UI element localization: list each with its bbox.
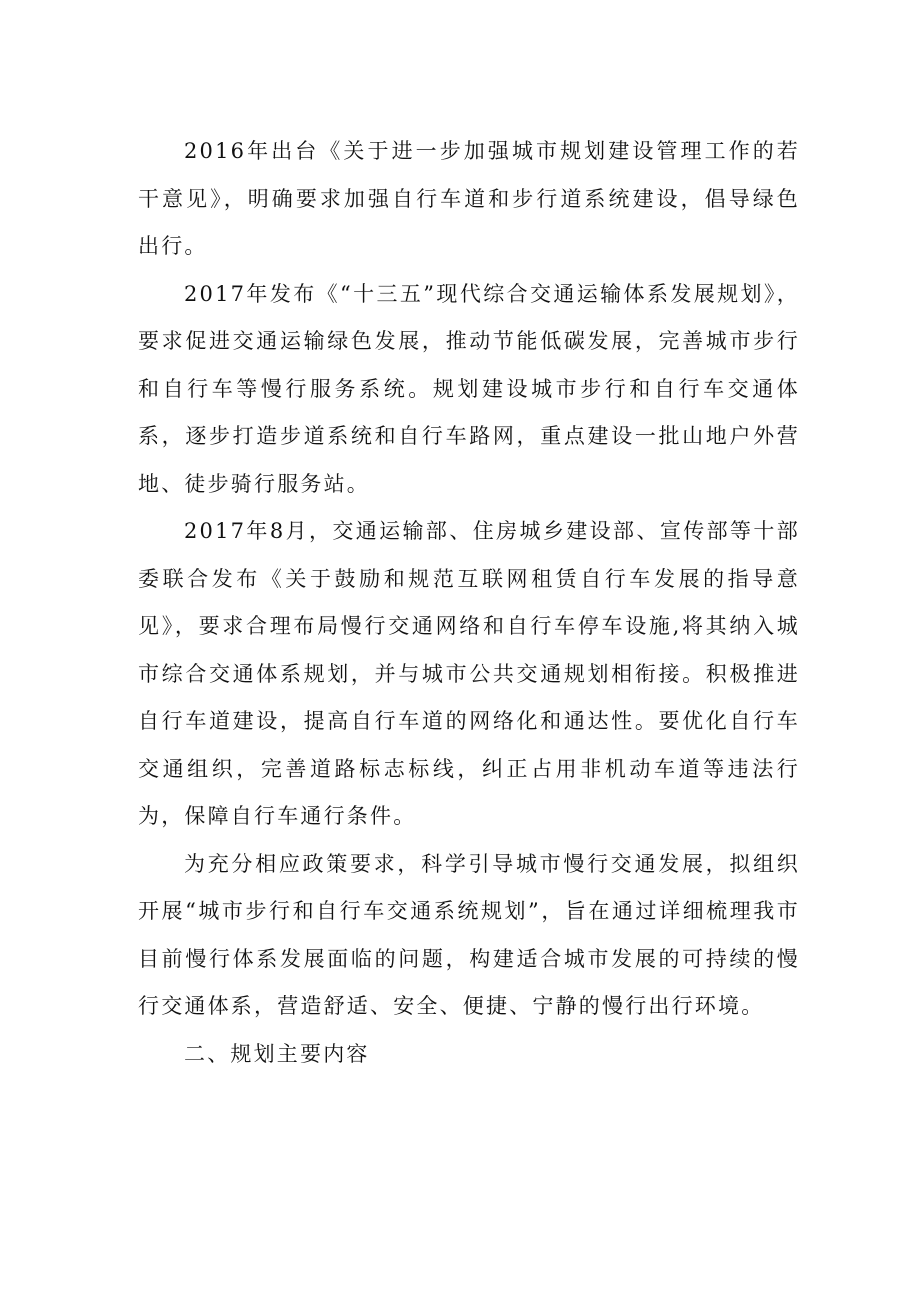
- paragraph-planning-purpose: 为充分相应政策要求，科学引导城市慢行交通发展，拟组织开展“城市步行和自行车交通系统规划”，旨在通过详细梳理我市目前慢行体系发展面临的问题，构建适合城市发展的可持续的慢行交通体系，营造舒适、安全、便捷、宁静的慢行出行环境。: [138, 851, 800, 1018]
- section-heading: 二、规划主要内容: [184, 1041, 370, 1066]
- paragraph-2016-opinions: 2016年出台《关于进一步加强城市规划建设管理工作的若干意见》，明确要求加强自行车道和步行道系统建设，倡导绿色出行。: [138, 139, 800, 258]
- paragraph-2017-bike-sharing-guidance: 2017年8月，交通运输部、住房城乡建设部、宣传部等十部委联合发布《关于鼓励和规范互联网租赁自行车发展的指导意见》，要求合理布局慢行交通网络和自行车停车设施,将其纳入城市综合交通体系规划，并与城市公共交通规划相衔接。积极推进自行车道建设，提高自行车道的网络化和通达性。要优化自行车交通组织，完善道路标志标线，纠正占用非机动车道等违法行为，保障自行车通行条件。: [138, 519, 800, 828]
- document-body: [138, 128, 800, 1078]
- paragraph-2017-transport-plan: 2017年发布《“十三五”现代综合交通运输体系发展规划》，要求促进交通运输绿色发展，推动节能低碳发展，完善城市步行和自行车等慢行服务系统。规划建设城市步行和自行车交通体系，逐步打造步道系统和自行车路网，重点建设一批山地户外营地、徒步骑行服务站。: [138, 281, 800, 496]
